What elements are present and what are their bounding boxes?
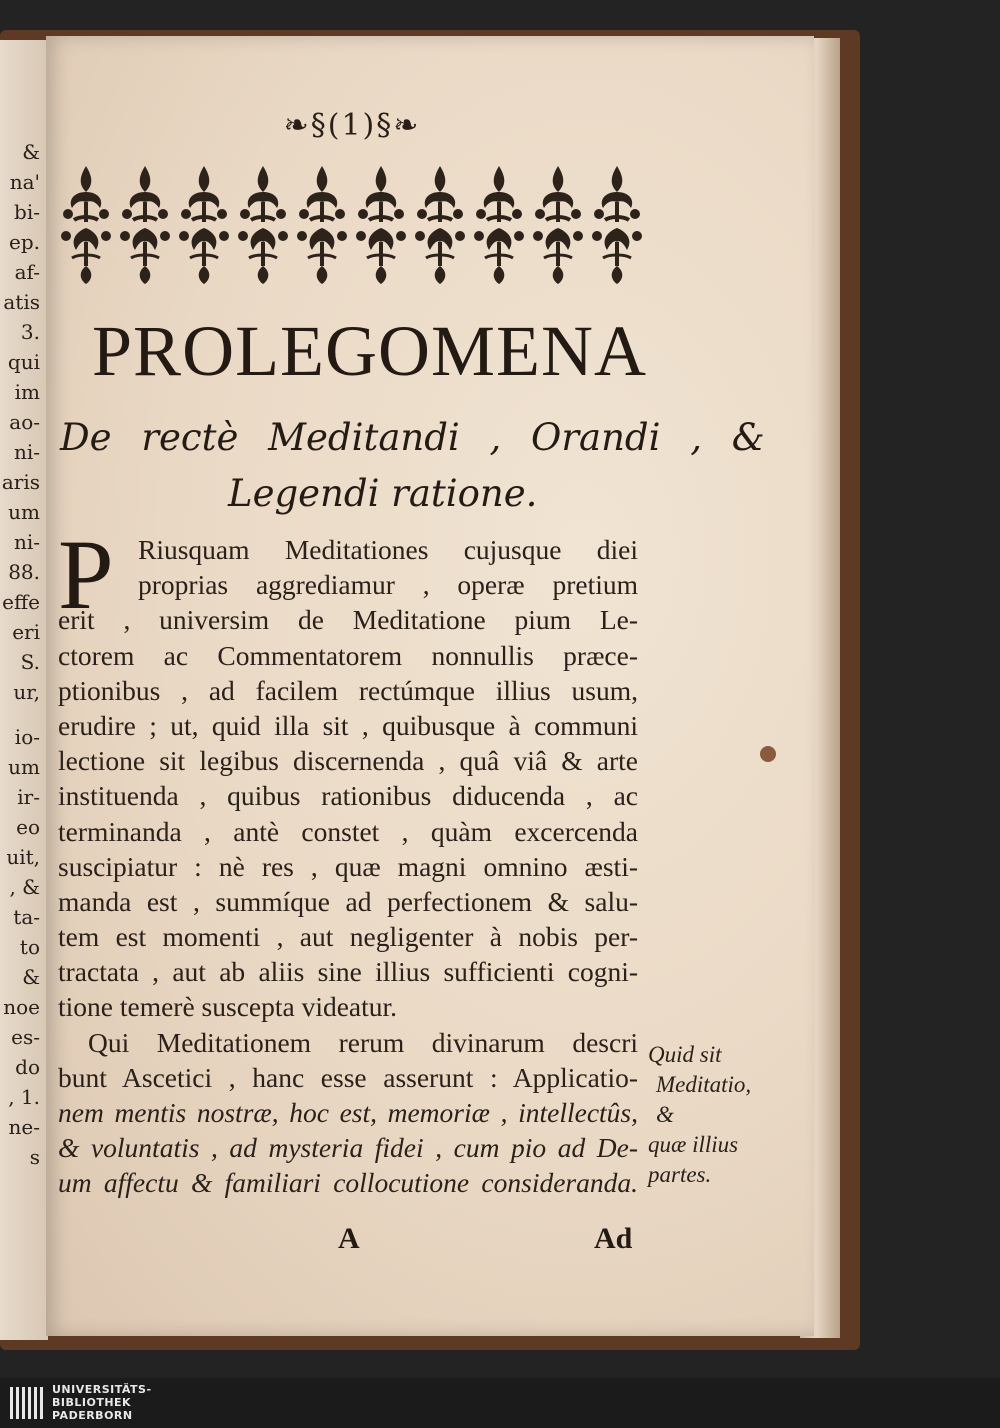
text-line: lectione sit legibus discernenda , quâ viâ & arte	[58, 745, 638, 777]
page-number	[272, 108, 432, 143]
page-title: PROLEGOMENA	[92, 311, 648, 391]
text-line: tione temerè suscepta videatur.	[58, 991, 398, 1023]
text-line: manda est , summíque ad perfectionem & salu-	[58, 885, 638, 917]
left-fragment: do	[15, 1055, 40, 1079]
left-fragment: ni-	[13, 440, 40, 464]
left-fragment: ta-	[13, 905, 40, 929]
text-line: tractata , aut ab aliis sine illius sufficienti cogni-	[58, 956, 638, 988]
text-line: terminanda , antè constet , quàm excercenda	[58, 815, 638, 847]
left-fragment: , &	[9, 875, 40, 899]
folio-number: (1)	[327, 108, 377, 143]
margin-note-line: partes.	[648, 1162, 712, 1187]
left-fragment: eo	[16, 815, 40, 839]
library-footer	[0, 1378, 1000, 1428]
text-line: & voluntatis , ad mysteria fidei , cum pio ad De-	[58, 1132, 638, 1164]
catchword: Ad	[594, 1222, 633, 1255]
library-name-line: PADERBORN	[52, 1409, 133, 1422]
text-line: erudire ; ut, quid illa sit , quibusque à communi	[58, 709, 638, 741]
left-fragment: noe	[3, 995, 40, 1019]
left-fragment: im	[14, 380, 40, 404]
left-fragment: uit,	[6, 845, 40, 869]
left-fragment: na'	[9, 170, 40, 194]
text-line: nem mentis nostræ, hoc est, memoriæ , intellectûs,	[58, 1097, 638, 1128]
drop-cap: P	[58, 519, 114, 630]
library-name-line: BIBLIOTHEK	[52, 1396, 132, 1409]
left-fragment: ne-	[8, 1115, 40, 1139]
library-logo-icon	[8, 1383, 48, 1423]
subtitle-line-1: De rectè Meditandi , Orandi , &	[60, 416, 765, 459]
text-line: tem est momenti , aut negligenter à nobis per-	[58, 921, 638, 953]
subtitle	[60, 410, 765, 522]
margin-note-line: quæ illius	[648, 1132, 739, 1157]
signature-mark: A	[338, 1222, 360, 1255]
left-page	[0, 40, 48, 1340]
left-fragment: ir-	[17, 785, 40, 809]
folio-ornament-right: §❧	[376, 108, 421, 143]
ink-stain	[760, 746, 776, 762]
left-fragment: ni-	[13, 530, 40, 554]
left-fragment: eri	[12, 620, 40, 644]
text-line: suscipiatur : nè res , quæ magni omnino æsti-	[58, 850, 638, 882]
left-fragment: &	[22, 965, 40, 989]
margin-note-line: Meditatio, &	[656, 1072, 752, 1127]
left-fragment: s	[29, 1145, 40, 1169]
text-line: um affectu & familiari collocutione consideranda.	[58, 1167, 638, 1199]
left-fragment: ep.	[9, 230, 40, 254]
folio-ornament-left: ❧§	[283, 108, 328, 143]
library-name-line: UNIVERSITÄTS-	[52, 1383, 152, 1396]
left-fragment: um	[8, 500, 40, 524]
left-fragment: af-	[14, 260, 40, 284]
text-line: erit , universim de Meditatione pium Le-	[58, 604, 638, 636]
text-line: proprias aggrediamur , operæ pretium	[138, 569, 638, 601]
body-text	[58, 532, 638, 1201]
text-line: ptionibus , ad facilem rectúmque illius usum,	[58, 674, 638, 706]
left-fragment: es-	[11, 1025, 40, 1049]
subtitle-line-2: Legendi ratione.	[228, 472, 538, 515]
left-fragment: aris	[1, 470, 40, 494]
left-fragment: um	[8, 755, 40, 779]
left-fragment: 88.	[8, 560, 40, 584]
left-fragment: to	[19, 935, 40, 959]
left-fragment: effe	[2, 590, 40, 614]
left-fragment: , 1.	[8, 1085, 40, 1109]
left-fragment: io-	[14, 725, 40, 749]
headpiece-ornament	[58, 162, 643, 287]
left-fragment: qui	[7, 350, 40, 374]
left-fragment: 3.	[20, 320, 40, 344]
text-line: Qui Meditationem rerum divinarum descri	[88, 1026, 638, 1058]
left-fragment: ur,	[13, 680, 40, 704]
left-fragment: ao-	[9, 410, 40, 434]
library-name	[52, 1383, 152, 1422]
margin-note-line: Quid sit	[648, 1042, 722, 1067]
left-fragment: &	[22, 140, 40, 164]
left-fragment: bi-	[14, 200, 40, 224]
text-line: ctorem ac Commentatorem nonnullis præce-	[58, 639, 638, 671]
marginal-note	[648, 1040, 758, 1190]
text-line: instituenda , quibus rationibus diducenda , ac	[58, 780, 638, 812]
text-line: bunt Ascetici , hanc esse asserunt : Applicatio-	[58, 1061, 638, 1093]
left-fragment: atis	[3, 290, 40, 314]
left-fragment: S.	[20, 650, 40, 674]
text-line: Riusquam Meditationes cujusque diei	[138, 534, 638, 565]
